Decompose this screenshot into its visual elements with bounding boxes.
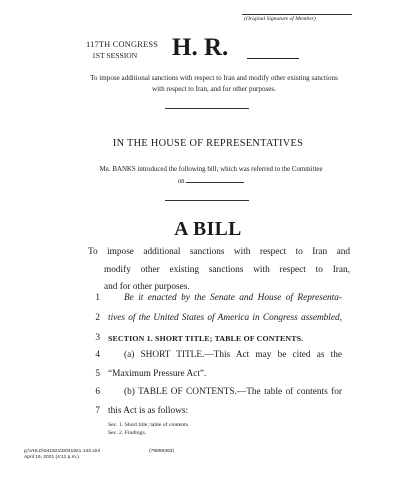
chamber-heading: IN THE HOUSE OF REPRESENTATIVES	[112, 138, 304, 149]
section-text: this Act is as follows:	[108, 406, 189, 416]
document-footer	[24, 449, 175, 462]
congress-number: 117TH CONGRESS	[86, 40, 159, 49]
section-text: (a) SHORT TITLE.—This Act may be cited as the	[124, 350, 342, 360]
footer-file: g:\VHLD\041921\D041921.143.xml	[24, 449, 100, 454]
bill-number-blank	[247, 58, 299, 59]
signature-caption: (Original Signature of Member)	[244, 16, 316, 22]
purpose-line: and for other purposes.	[104, 282, 190, 292]
toc-entry: Sec. 1. Short title; table of contents.	[108, 422, 190, 428]
line-number: 6	[95, 387, 100, 397]
line-number: 7	[95, 406, 100, 416]
document-title: A BILL	[174, 219, 242, 240]
section-text: “Maximum Pressure Act”.	[108, 369, 207, 379]
section-heading: SECTION 1. SHORT TITLE; TABLE OF CONTENTS.	[108, 334, 304, 343]
purpose-line: To impose additional sanctions with respect to Iran and	[88, 247, 350, 257]
introduction-statement	[86, 165, 336, 187]
line-number: 3	[95, 333, 100, 343]
session-number: 1ST SESSION	[92, 51, 138, 60]
line-number: 4	[95, 350, 100, 360]
introduction-on: on	[177, 177, 185, 185]
enacting-clause: tives of the United States of America in Congress assembled,	[108, 313, 342, 323]
purpose-line: modify other existing sanctions with respect to Iran,	[104, 264, 350, 275]
section-text: (b) TABLE OF CONTENTS.—The table of contents for	[124, 387, 342, 397]
line-number: 2	[95, 313, 100, 323]
line-number: 5	[95, 369, 100, 379]
divider-rule	[165, 200, 249, 201]
footer-date: April 19, 2021 (4:11 p.m.)	[24, 455, 79, 461]
signature-line	[242, 14, 352, 15]
toc-entry: Sec. 2. Findings.	[108, 430, 147, 436]
divider-rule	[165, 108, 249, 109]
footer-code: (79899363)	[149, 449, 175, 454]
bill-purpose	[88, 244, 350, 297]
line-number: 1	[95, 293, 100, 303]
committee-blank	[186, 176, 244, 183]
purpose-summary: To impose additional sanctions with respect to Iran and modify other existing sanctions with respect to Iran, and for other purposes.	[90, 74, 338, 93]
sponsor-name: Mr. BANKS	[99, 166, 136, 173]
enacting-clause: Be it enacted by the Senate and House of Representa-	[124, 293, 342, 303]
bill-type: H. R.	[172, 34, 229, 61]
introduction-text: introduced the following bill; which was referred to the Committee	[137, 166, 323, 173]
